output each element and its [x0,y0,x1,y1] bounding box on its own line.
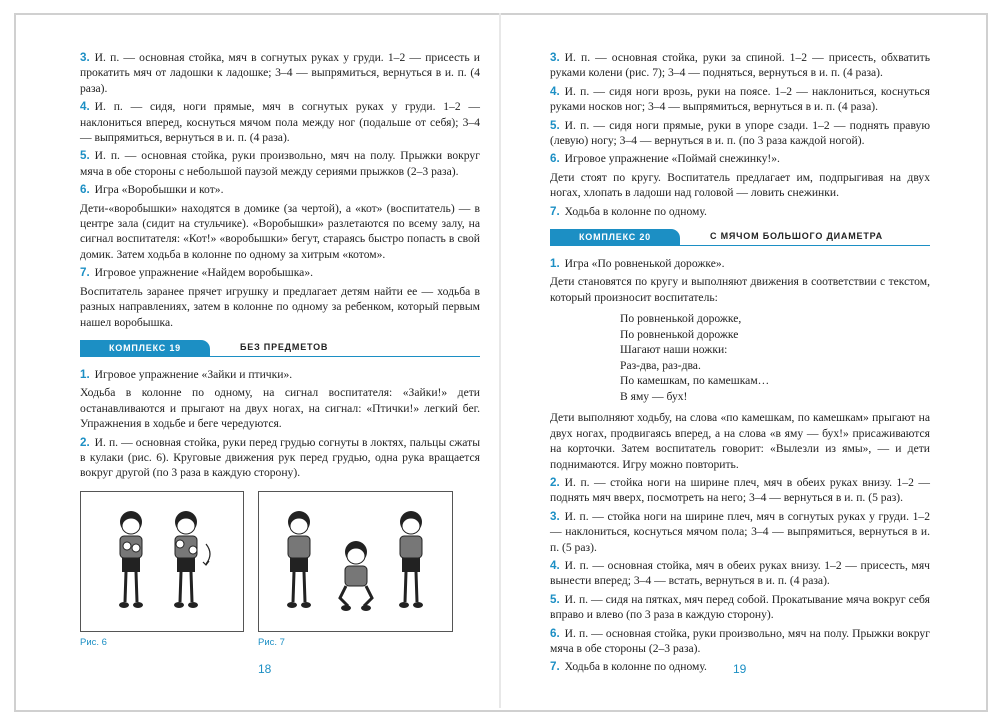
paragraph [550,410,930,472]
paragraph-text: И. п. — основная стойка, руки произвольно, мяч на полу. Прыжки вокруг мяча в обе стороны (2–3 раза). [550,626,930,655]
complex-title: С МЯЧОМ БОЛЬШОГО ДИАМЕТРА [710,231,883,242]
verse-line: Шагают наши ножки: [620,343,728,357]
paragraph [550,50,930,81]
complex-20-header [550,229,930,246]
children-arm-circles-illustration [81,492,243,631]
item-number: 2. [550,475,560,489]
paragraph-text: Игровое упражнение «Поймай снежинку!». [564,152,780,166]
paragraph [80,284,480,330]
paragraph [80,201,480,263]
right-page-text-block-2 [550,256,930,305]
paragraph [550,256,930,271]
item-number: 4. [550,558,560,572]
paragraph [550,509,930,555]
children-squat-illustration [259,492,452,631]
right-page-text-block-1 [550,50,930,219]
paragraph [550,204,930,219]
paragraph-text: Игра «По ровненькой дорожке». [564,257,725,271]
paragraph [80,182,480,197]
paragraph-text: И. п. — основная стойка, мяч в согнутых руках у груди. 1–2 — присесть и прокатить мяч от ладошки к ладошке; 3–4 — выпрямиться, вернуться в и. п. (4 раза). [80,51,480,95]
right-page-text-block-3 [550,410,930,675]
item-number: 3. [550,51,560,64]
paragraph [80,385,480,431]
paragraph-text: Игровое упражнение «Найдем воробышка». [94,266,314,280]
item-number: 5. [80,149,90,163]
paragraph [80,265,480,280]
item-number: 6. [550,626,560,640]
paragraph-text: Ходьба в колонне по одному. [564,660,707,674]
right-page [550,50,930,678]
left-page [80,50,480,484]
complex-19-header [80,340,480,357]
complex-label: КОМПЛЕКС 20 [550,229,680,245]
item-number: 5. [550,592,560,606]
paragraph-text: И. п. — сидя на пятках, мяч перед собой. Прокатывание мяча вокруг себя вправо и влево (по 3 раза в каждую сторону). [550,592,930,622]
poem-verse [620,311,930,404]
item-number: 5. [550,118,560,132]
verse-line: В яму — бух! [620,389,688,403]
paragraph-text: И. п. — стойка ноги на ширине плеч, мяч в согнутых руках у груди. 1–2 — наклониться, коснуться мячом пола; 3–4 — выпрямиться, вернуться в и. п. (5 раз). [550,509,930,554]
paragraph [80,99,480,145]
paragraph [550,558,930,589]
complex-title: БЕЗ ПРЕДМЕТОВ [240,342,329,353]
paragraph-text: Дети выполняют ходьбу, на слова «по камешкам, по камешкам» прыгают на двух ногах, продвигаясь вперед, а на слова «в яму — бух!» присаживаются на корточки. Затем воспитатель говорит: «Вылезли из ямы», — и дети поднимаются. Игру можно повторить. [550,411,930,471]
verse-line: Раз-два, раз-два. [620,358,701,372]
item-number: 3. [80,51,90,64]
paragraph-text: Игровое упражнение «Зайки и птички». [94,367,293,381]
paragraph [550,274,930,305]
item-number: 7. [550,660,560,674]
paragraph-text: Ходьба в колонне по одному. [564,204,707,218]
item-number: 7. [550,204,560,218]
paragraph [550,592,930,623]
figure-7-caption: Рис. 7 [258,637,285,648]
paragraph [550,475,930,506]
paragraph [550,626,930,657]
paragraph-text: И. п. — сидя, ноги прямые, мяч в согнутых руках у груди. 1–2 — наклониться вперед, коснуться мячом пола между ног (подальше от себя); 3–4 — выпрямиться, вернуться в и. п. (4 раза). [80,100,480,145]
left-page-text-block-1 [80,50,480,330]
paragraph-text: И. п. — основная стойка, руки перед грудью согнуты в локтях, пальцы сжаты в кулаки (рис. 6). Круговые движения рук перед грудью, одна рука вращается вокруг другой (по 3 раза в каждую сторону). [80,435,480,480]
verse-line: По ровненькой дорожке, [620,312,742,326]
left-page-text-block-2 [80,367,480,481]
complex-label: КОМПЛЕКС 19 [80,340,210,356]
figure-6-caption: Рис. 6 [80,637,107,648]
paragraph [550,118,930,149]
paragraph-text: Дети-«воробышки» находятся в домике (за чертой), а «кот» (воспитатель) — в центре зала (сидит на стульчике). «Воробышки» разлетаются по всему залу, на сигнал воспитателя: «Кот!» «воробышки» бегут, стараясь быстро попасть в свой домик. Затем ходьба в колонне по одному за хитрым «котом». [80,201,480,261]
figure-6 [80,491,244,632]
paragraph [80,367,480,382]
paragraph [80,435,480,481]
book-gutter [499,13,501,708]
item-number: 6. [550,152,560,166]
paragraph-text: Воспитатель заранее прячет игрушку и предлагает детям найти ее — ходьба в разных направлениях, затем в колонне по одному за ребенком, который первым нашел воробышка. [80,284,480,329]
item-number: 4. [550,84,560,98]
paragraph-text: Дети стоят по кругу. Воспитатель предлагает им, подпрыгивая на двух ногах, хлопать в ладоши над головой — ловить снежинки. [550,170,930,200]
paragraph [80,148,480,179]
page-number-left: 18 [258,662,272,676]
paragraph-text: Дети становятся по кругу и выполняют движения в соответствии с текстом, который произносит воспитатель: [550,275,930,304]
item-number: 2. [80,435,90,449]
paragraph [550,84,930,115]
item-number: 4. [80,100,90,114]
item-number: 3. [550,509,560,523]
verse-line: По ровненькой дорожке [620,327,739,341]
item-number: 1. [550,257,560,271]
paragraph-text: И. п. — стойка ноги на ширине плеч, мяч в обеих руках внизу. 1–2 — поднять мяч вверх, посмотреть на него; 3–4 — вернуться в и. п. (5 раз). [550,475,930,505]
paragraph-text: И. п. — основная стойка, руки за спиной. 1–2 — присесть, обхватить руками колени (рис. 7); 3–4 — подняться, вернуться в и. п. (4 раза). [550,51,930,80]
item-number: 7. [80,266,90,280]
paragraph-text: И. п. — основная стойка, руки произвольно, мяч на полу. Прыжки вокруг мяча в обе стороны с небольшой паузой между сериями прыжков (2–3 раза). [80,149,480,178]
paragraph [550,170,930,201]
item-number: 1. [80,367,90,381]
paragraph-text: Игра «Воробышки и кот». [94,183,224,197]
item-number: 6. [80,183,90,197]
figure-7 [258,491,453,632]
page-number-right: 19 [733,662,747,676]
paragraph-text: И. п. — сидя ноги врозь, руки на поясе. 1–2 — наклониться, коснуться руками носков ног; 3–4 — выпрямиться, вернуться в и. п. (4 раза). [550,84,930,114]
paragraph-text: И. п. — основная стойка, мяч в обеих руках внизу. 1–2 — присесть, мяч вынести вперед; 3–4 — встать, вернуться в и. п. (4 раза). [550,558,930,588]
paragraph-text: Ходьба в колонне по одному, на сигнал воспитателя: «Зайки!» дети останавливаются и прыгают на двух ногах, на сигнал: «Птички!» легкий бег. Упражнения в ходьбе и беге чередуются. [80,386,480,431]
paragraph-text: И. п. — сидя ноги прямые, руки в упоре сзади. 1–2 — поднять правую (левую) ногу; 3–4 — вернуться в и. п. (по 3 раза каждой ногой). [550,118,930,148]
verse-line: По камешкам, по камешкам… [620,374,770,388]
paragraph [80,50,480,96]
paragraph [550,151,930,166]
